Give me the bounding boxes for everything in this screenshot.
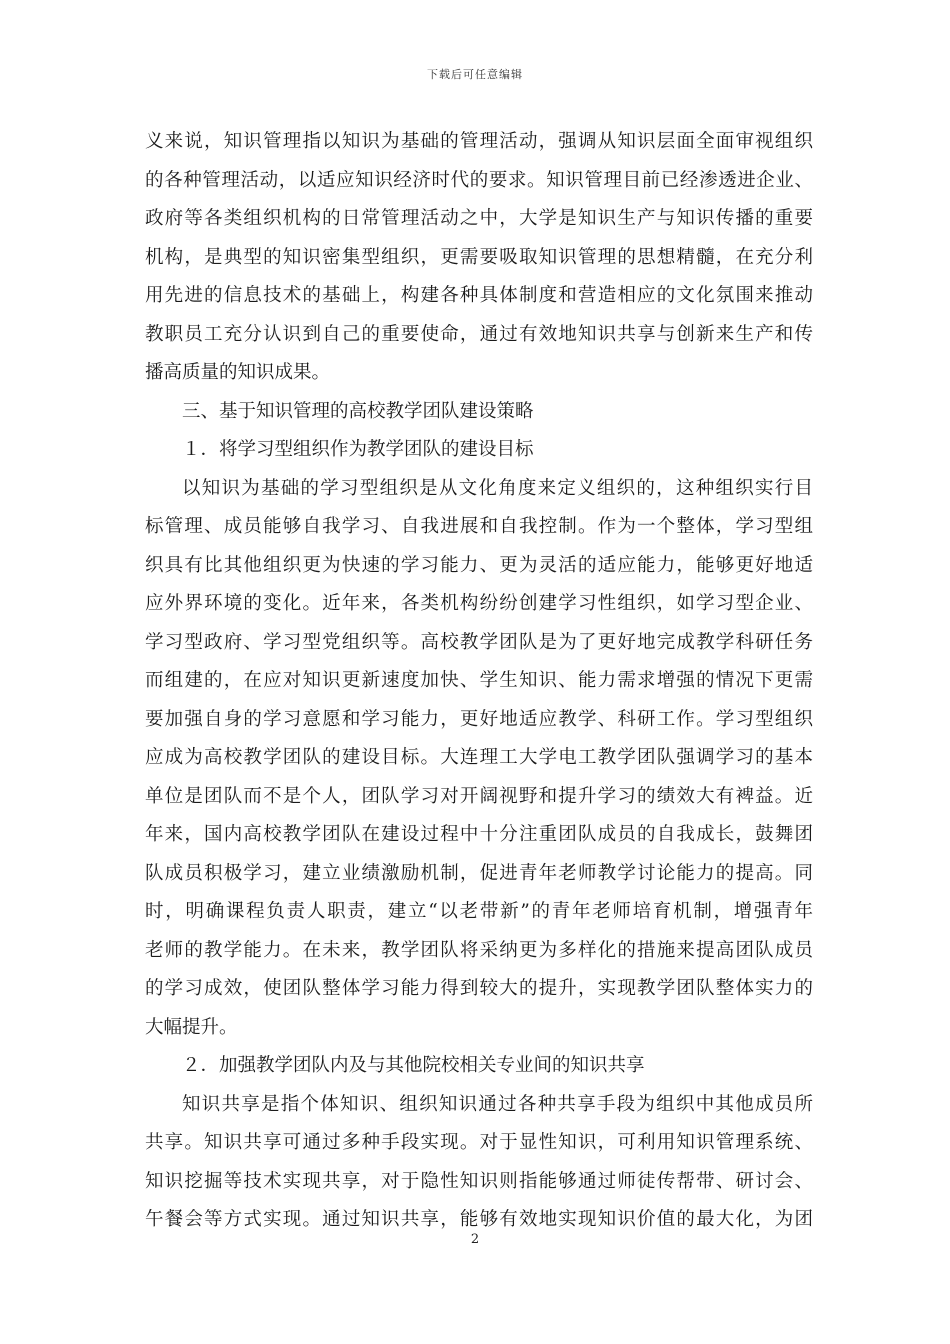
text-line: 知识挖掘等技术实现共享，对于隐性知识则指能够通过师徒传帮带、研讨会、 bbox=[145, 1170, 813, 1192]
section-heading: ２．加强教学团队内及与其他院校相关专业间的知识共享 bbox=[182, 1055, 645, 1076]
text-line: 应外界环境的变化。近年来，各类机构纷纷创建学习性组织，如学习型企业、 bbox=[145, 593, 813, 614]
text-line: 播高质量的知识成果。 bbox=[145, 362, 331, 383]
text-line: 的学习成效，使团队整体学习能力得到较大的提升，实现教学团队整体实力的 bbox=[145, 978, 813, 999]
text-line: 单位是团队而不是个人，团队学习对开阔视野和提升学习的绩效大有裨益。近 bbox=[145, 785, 813, 807]
text-line: 义来说，知识管理指以知识为基础的管理活动，强调从知识层面全面审视组织 bbox=[145, 131, 813, 152]
section-heading: 三、基于知识管理的高校教学团队建设策略 bbox=[182, 400, 534, 422]
text-line: 标管理、成员能够自我学习、自我进展和自我控制。作为一个整体，学习型组 bbox=[145, 516, 813, 537]
text-line: 以知识为基础的学习型组织是从文化角度来定义组织的，这种组织实行目 bbox=[182, 477, 813, 499]
text-line: 共享。知识共享可通过多种手段实现。对于显性知识，可利用知识管理系统、 bbox=[145, 1132, 813, 1153]
text-line: 老师的教学能力。在未来，教学团队将采纳更为多样化的措施来提高团队成员 bbox=[145, 939, 813, 961]
page-number: 2 bbox=[470, 1232, 480, 1247]
text-line: 织具有比其他组织更为快速的学习能力、更为灵活的适应能力，能够更好地适 bbox=[145, 554, 813, 576]
text-line: 要加强自身的学习意愿和学习能力，更好地适应教学、科研工作。学习型组织 bbox=[145, 708, 813, 730]
text-line: 教职员工充分认识到自己的重要使命，通过有效地知识共享与创新来生产和传 bbox=[145, 323, 813, 345]
text-line: 政府等各类组织机构的日常管理活动之中，大学是知识生产与知识传播的重要 bbox=[145, 208, 813, 229]
text-line: 机构，是典型的知识密集型组织，更需要吸取知识管理的思想精髓，在充分利 bbox=[145, 246, 813, 268]
text-line: 队成员积极学习，建立业绩激励机制，促进青年老师教学讨论能力的提高。同 bbox=[145, 862, 813, 884]
section-heading: １．将学习型组织作为教学团队的建设目标 bbox=[182, 439, 534, 460]
page-header: 下载后可任意编辑 bbox=[427, 68, 523, 81]
document-body bbox=[145, 123, 813, 1240]
text-line: 时，明确课程负责人职责，建立“以老带新”的青年老师培育机制，增强青年 bbox=[145, 901, 813, 922]
text-line: 年来，国内高校教学团队在建设过程中十分注重团队成员的自我成长，鼓舞团 bbox=[145, 824, 813, 845]
text-line: 应成为高校教学团队的建设目标。大连理工大学电工教学团队强调学习的基本 bbox=[145, 747, 813, 768]
text-line: 的各种管理活动，以适应知识经济时代的要求。知识管理目前已经渗透进企业、 bbox=[145, 169, 813, 191]
text-line: 而组建的，在应对知识更新速度加快、学生知识、能力需求增强的情况下更需 bbox=[145, 670, 813, 691]
text-line: 知识共享是指个体知识、组织知识通过各种共享手段为组织中其他成员所 bbox=[182, 1093, 813, 1115]
text-line: 用先进的信息技术的基础上，构建各种具体制度和营造相应的文化氛围来推动 bbox=[145, 285, 813, 306]
text-line: 大幅提升。 bbox=[145, 1016, 238, 1038]
text-line: 午餐会等方式实现。通过知识共享，能够有效地实现知识价值的最大化，为团 bbox=[145, 1209, 813, 1230]
text-line: 学习型政府、学习型党组织等。高校教学团队是为了更好地完成教学科研任务 bbox=[145, 631, 813, 653]
